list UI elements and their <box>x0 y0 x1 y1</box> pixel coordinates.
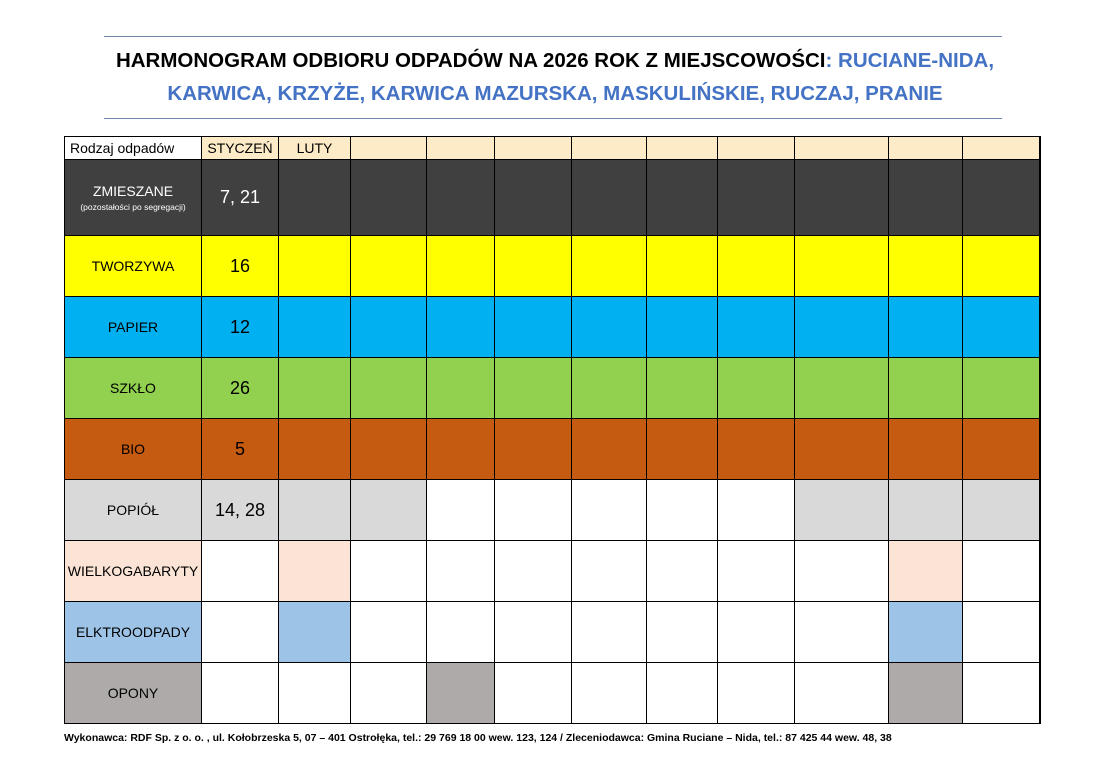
month-header-7 <box>647 137 718 160</box>
cell <box>795 480 889 541</box>
month-header-8 <box>718 137 795 160</box>
cell <box>963 160 1040 236</box>
cell <box>963 297 1040 358</box>
row-label-szklo: SZKŁO <box>65 358 202 419</box>
cell <box>647 358 718 419</box>
cell <box>572 358 647 419</box>
cell <box>351 480 427 541</box>
cell <box>647 160 718 236</box>
cell <box>279 663 351 724</box>
cell <box>572 160 647 236</box>
cell <box>718 541 795 602</box>
cell <box>889 480 963 541</box>
month-header-3 <box>351 137 427 160</box>
cell <box>495 297 572 358</box>
cell <box>718 480 795 541</box>
row-papier <box>65 297 1041 358</box>
cell <box>795 236 889 297</box>
cell <box>1040 358 1041 419</box>
month-header-1: STYCZEŃ <box>202 137 279 160</box>
cell <box>718 160 795 236</box>
month-header-2: LUTY <box>279 137 351 160</box>
waste-type-header: Rodzaj odpadów <box>65 137 202 160</box>
cell <box>795 358 889 419</box>
cell <box>889 602 963 663</box>
cell <box>1040 541 1041 602</box>
label-subtext: (pozostałości po segregacji) <box>80 202 186 212</box>
month-header-12 <box>1040 137 1041 160</box>
cell <box>1040 663 1041 724</box>
footer-contact-info: Wykonawca: RDF Sp. z o. o. , ul. Kołobrzeska 5, 07 – 401 Ostrołęka, tel.: 29 769 18 00 wew. 123, 124 / Zleceniodawca: Gmina Ruciane – Nida, tel.: 87 425 44 wew. 48, 38 <box>64 732 892 744</box>
cell <box>495 160 572 236</box>
cell <box>427 419 495 480</box>
january-dates-zmieszane: 7, 21 <box>202 160 279 236</box>
cell <box>495 602 572 663</box>
cell <box>963 358 1040 419</box>
cell <box>572 541 647 602</box>
cell <box>1040 297 1041 358</box>
cell <box>647 480 718 541</box>
cell <box>647 236 718 297</box>
month-header-10 <box>889 137 963 160</box>
cell <box>427 297 495 358</box>
title-black-text: HARMONOGRAM ODBIORU ODPADÓW NA 2026 ROK Z MIEJSCOWOŚCI <box>115 49 826 72</box>
cell <box>351 297 427 358</box>
january-dates-szklo: 26 <box>202 358 279 419</box>
cell <box>963 236 1040 297</box>
cell <box>889 358 963 419</box>
cell <box>647 419 718 480</box>
row-label-opony: OPONY <box>65 663 202 724</box>
month-header-4 <box>427 137 495 160</box>
cell <box>351 663 427 724</box>
cell <box>718 419 795 480</box>
cell <box>279 541 351 602</box>
cell <box>495 480 572 541</box>
cell <box>351 160 427 236</box>
row-elektroodpady <box>65 602 1041 663</box>
cell <box>718 297 795 358</box>
cell <box>279 160 351 236</box>
cell <box>351 602 427 663</box>
january-dates-elektroodpady <box>202 602 279 663</box>
cell <box>963 602 1040 663</box>
cell <box>427 236 495 297</box>
page-title-line-2 <box>60 78 1050 110</box>
january-dates-bio: 5 <box>202 419 279 480</box>
cell <box>795 419 889 480</box>
january-dates-opony <box>202 663 279 724</box>
cell <box>351 236 427 297</box>
cell <box>427 602 495 663</box>
cell <box>572 480 647 541</box>
month-header-9 <box>795 137 889 160</box>
row-label-popiol: POPIÓŁ <box>65 480 202 541</box>
cell <box>427 541 495 602</box>
row-popiol <box>65 480 1041 541</box>
cell <box>963 480 1040 541</box>
row-label-wielkogabaryty: WIELKOGABARYTY <box>65 541 202 602</box>
cell <box>718 663 795 724</box>
cell <box>1040 160 1041 236</box>
row-label-elektroodpady: ELKTROODPADY <box>65 602 202 663</box>
cell <box>495 358 572 419</box>
month-header-11 <box>963 137 1040 160</box>
cell <box>495 419 572 480</box>
cell <box>963 663 1040 724</box>
row-label-tworzywa: TWORZYWA <box>65 236 202 297</box>
page-title-line-1 <box>60 45 1050 77</box>
cell <box>795 297 889 358</box>
cell <box>495 236 572 297</box>
cell <box>427 663 495 724</box>
cell <box>1040 419 1041 480</box>
row-bio <box>65 419 1041 480</box>
january-dates-wielkogabaryty <box>202 541 279 602</box>
cell <box>1040 480 1041 541</box>
schedule-table <box>64 136 1041 724</box>
cell <box>889 236 963 297</box>
label-text: ZMIESZANE <box>92 183 174 199</box>
cell <box>351 358 427 419</box>
row-zmieszane <box>65 160 1041 236</box>
cell <box>889 663 963 724</box>
title-blue-text-2: KARWICA, KRZYŻE, KARWICA MAZURSKA, MASKULIŃSKIE, RUCZAJ, PRANIE <box>167 82 943 105</box>
january-dates-tworzywa: 16 <box>202 236 279 297</box>
cell <box>889 160 963 236</box>
month-header-5 <box>495 137 572 160</box>
cell <box>351 419 427 480</box>
cell <box>279 236 351 297</box>
cell <box>572 236 647 297</box>
month-header-6 <box>572 137 647 160</box>
january-dates-papier: 12 <box>202 297 279 358</box>
cell <box>795 663 889 724</box>
row-label-papier: PAPIER <box>65 297 202 358</box>
cell <box>572 663 647 724</box>
cell <box>795 541 889 602</box>
cell <box>1040 602 1041 663</box>
header-row <box>65 137 1041 160</box>
title-top-rule <box>104 36 1002 37</box>
cell <box>279 419 351 480</box>
january-dates-popiol: 14, 28 <box>202 480 279 541</box>
cell <box>647 297 718 358</box>
cell <box>279 297 351 358</box>
cell <box>572 297 647 358</box>
cell <box>889 541 963 602</box>
row-label-bio: BIO <box>65 419 202 480</box>
cell <box>1040 236 1041 297</box>
cell <box>427 160 495 236</box>
row-szklo <box>65 358 1041 419</box>
cell <box>718 358 795 419</box>
cell <box>427 358 495 419</box>
cell <box>495 663 572 724</box>
row-tworzywa <box>65 236 1041 297</box>
row-opony <box>65 663 1041 724</box>
cell <box>572 602 647 663</box>
cell <box>647 541 718 602</box>
cell <box>718 602 795 663</box>
row-wielkogabaryty <box>65 541 1041 602</box>
cell <box>495 541 572 602</box>
cell <box>889 297 963 358</box>
cell <box>279 480 351 541</box>
cell <box>795 160 889 236</box>
cell <box>647 602 718 663</box>
cell <box>427 480 495 541</box>
cell <box>795 602 889 663</box>
row-label-zmieszane <box>65 160 202 236</box>
cell <box>889 419 963 480</box>
cell <box>279 358 351 419</box>
cell <box>572 419 647 480</box>
cell <box>963 541 1040 602</box>
cell <box>279 602 351 663</box>
title-blue-text-1: : RUCIANE-NIDA, <box>825 49 995 72</box>
cell <box>647 663 718 724</box>
cell <box>963 419 1040 480</box>
title-bottom-rule <box>104 118 1002 119</box>
cell <box>718 236 795 297</box>
cell <box>351 541 427 602</box>
